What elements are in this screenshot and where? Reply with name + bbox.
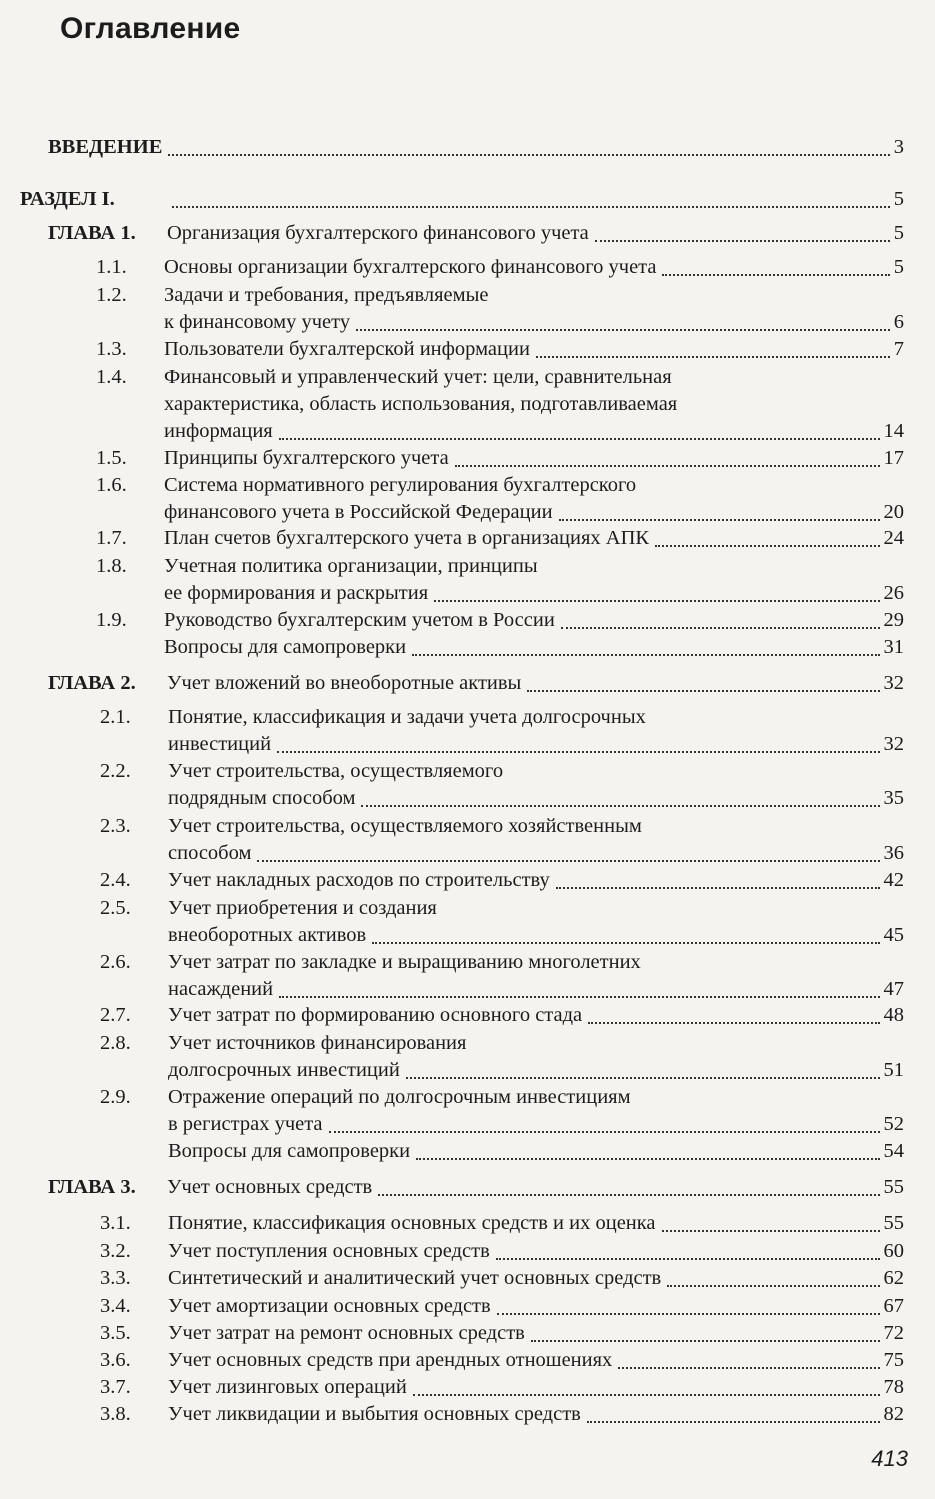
toc-entry-number: 3.2. [100, 1240, 131, 1262]
dot-leader [329, 1131, 880, 1133]
toc-entry-title: Учет затрат по закладке и выращиванию многолетних насаждений [168, 951, 641, 1000]
toc-entry-title: Руководство бухгалтерским учетом в России [164, 609, 555, 631]
toc-entry-title: Отражение операций по долгосрочным инвестициям в регистрах учета [168, 1086, 631, 1135]
toc-entry-page: 45 [883, 924, 904, 946]
toc-entry-number: ГЛАВА 3. [48, 1176, 136, 1198]
toc-entry-number: РАЗДЕЛ I. [20, 188, 115, 210]
toc-entry-page: 75 [883, 1349, 904, 1371]
dot-leader [496, 1258, 880, 1260]
toc-entry-page: 29 [883, 609, 904, 631]
toc-entry-title: Учет затрат на ремонт основных средств [168, 1322, 525, 1344]
toc-entry-number: 1.7. [96, 527, 127, 549]
toc-entry-title: План счетов бухгалтерского учета в организациях АПК [164, 527, 650, 549]
toc-entry-page: 55 [883, 1212, 904, 1234]
dot-leader [662, 274, 889, 276]
toc-entry-page: 52 [883, 1113, 904, 1135]
toc-entry-page: 17 [883, 447, 904, 469]
toc-entry-title: Принципы бухгалтерского учета [164, 447, 449, 469]
toc-entry-title: Учет лизинговых операций [168, 1376, 407, 1398]
page-title: Оглавление [60, 12, 241, 45]
toc-entry-page: 36 [883, 842, 904, 864]
toc-entry-number: 2.7. [100, 1004, 131, 1026]
dot-leader [413, 1394, 880, 1396]
toc-entry-title: ВВЕДЕНИЕ [48, 136, 163, 158]
dot-leader [497, 1313, 880, 1315]
toc-entry-page: 35 [883, 787, 904, 809]
toc-entry-title: Система нормативного регулирования бухгалтерского финансового учета в Российской Федерации [164, 474, 637, 523]
toc-entry-number: 3.7. [100, 1376, 131, 1398]
toc-entry-title: Организация бухгалтерского финансового учета [167, 222, 589, 244]
toc-entry-number: 2.9. [100, 1086, 131, 1108]
toc-entry-page: 14 [883, 420, 904, 442]
dot-leader [378, 1194, 879, 1196]
toc-entry-page: 82 [883, 1403, 904, 1425]
toc-entry-title: Пользователи бухгалтерской информации [164, 338, 530, 360]
dot-leader [662, 1230, 880, 1232]
toc-entry-page: 32 [883, 733, 904, 755]
dot-leader [595, 240, 890, 242]
page-number: 413 [871, 1446, 908, 1471]
toc-entry-page: 55 [883, 1176, 904, 1198]
dot-leader [372, 942, 879, 944]
toc-entry-title: Учет вложений во внеоборотные активы [167, 672, 522, 694]
toc-entry-number: 3.4. [100, 1295, 131, 1317]
dot-leader [279, 996, 879, 998]
toc-entry-title: Учет ликвидации и выбытия основных средств [168, 1403, 581, 1425]
toc-entry-page: 5 [893, 256, 904, 278]
toc-entry-number: ГЛАВА 2. [48, 672, 136, 694]
toc-entry-title: Учет строительства, осуществляемого хозяйственным способом [168, 815, 642, 864]
toc-entry-page: 26 [883, 582, 904, 604]
toc-entry-page: 67 [883, 1295, 904, 1317]
toc-entry-page: 47 [883, 978, 904, 1000]
toc-entry-title: Основы организации бухгалтерского финансового учета [164, 256, 657, 278]
dot-leader [536, 356, 890, 358]
dot-leader [527, 690, 879, 692]
toc-entry-number: 3.8. [100, 1403, 131, 1425]
toc-entry-number: 2.6. [100, 951, 131, 973]
toc-entry-title: Финансовый и управленческий учет: цели, сравнительная характеристика, область использования, подготавливаемая информация [164, 366, 678, 442]
dot-leader [588, 1022, 879, 1024]
toc-entry-page: 7 [893, 338, 904, 360]
toc-entry-number: 1.3. [96, 338, 127, 360]
toc-entry-number: 1.8. [96, 555, 127, 577]
toc-entry-number: 1.2. [96, 284, 127, 306]
toc-entry-title: Учет строительства, осуществляемого подрядным способом [168, 760, 504, 809]
dot-leader [455, 465, 880, 467]
toc-entry-title: Понятие, классификация и задачи учета долгосрочных инвестиций [168, 706, 646, 755]
toc-entry-page: 24 [883, 527, 904, 549]
toc-entry-number: 1.1. [96, 256, 127, 278]
toc-entry-number: 2.4. [100, 869, 131, 891]
dot-leader [618, 1367, 879, 1369]
toc-entry-page: 20 [883, 501, 904, 523]
toc-entry-page: 54 [883, 1140, 904, 1162]
toc-entry-title: Учет поступления основных средств [168, 1240, 490, 1262]
toc-entry-title: Учет накладных расходов по строительству [168, 869, 550, 891]
toc-entry-title: Учет приобретения и создания внеоборотных активов [168, 897, 437, 946]
dot-leader [356, 329, 890, 331]
dot-leader [172, 206, 890, 208]
toc-entry-number: 1.6. [96, 474, 127, 496]
dot-leader [406, 1077, 880, 1079]
toc-entry-number: 1.9. [96, 609, 127, 631]
toc-entry-page: 5 [893, 188, 904, 210]
toc-entry-page: 32 [883, 672, 904, 694]
toc-entry-title: Понятие, классификация основных средств и их оценка [168, 1212, 656, 1234]
toc-entry-page: 31 [883, 636, 904, 658]
dot-leader [279, 438, 880, 440]
toc-entry-page: 72 [883, 1322, 904, 1344]
toc-entry-number: 3.6. [100, 1349, 131, 1371]
toc-entry-page: 6 [893, 311, 904, 333]
dot-leader [257, 860, 879, 862]
toc-entry-page: 51 [883, 1059, 904, 1081]
toc-entry-title: Учет источников финансирования долгосрочных инвестиций [168, 1032, 467, 1081]
toc-entry-page: 42 [883, 869, 904, 891]
toc-entry-title: Синтетический и аналитический учет основных средств [168, 1267, 662, 1289]
toc-entry-number: 2.2. [100, 760, 131, 782]
toc-entry-number: 2.8. [100, 1032, 131, 1054]
toc-entry-number: 3.1. [100, 1212, 131, 1234]
dot-leader [412, 654, 879, 656]
dot-leader [168, 154, 889, 156]
dot-leader [416, 1158, 879, 1160]
toc-entry-number: 2.1. [100, 706, 131, 728]
toc-entry-page: 62 [883, 1267, 904, 1289]
toc-entry-page: 5 [893, 222, 904, 244]
toc-entry-title: Учет основных средств при арендных отношениях [168, 1349, 613, 1371]
toc-entry-number: 3.3. [100, 1267, 131, 1289]
toc-entry-page: 48 [883, 1004, 904, 1026]
dot-leader [277, 751, 879, 753]
dot-leader [561, 627, 880, 629]
toc-entry-number: 1.5. [96, 447, 127, 469]
toc-entry-title: Учетная политика организации, принципы ее формирования и раскрытия [164, 555, 538, 604]
dot-leader [434, 600, 879, 602]
toc-entry-title: Задачи и требования, предъявляемые к финансовому учету [164, 284, 489, 333]
toc-entry-title: Вопросы для самопроверки [164, 636, 407, 658]
dot-leader [361, 805, 879, 807]
dot-leader [667, 1285, 879, 1287]
dot-leader [655, 545, 879, 547]
toc-entry-number: ГЛАВА 1. [48, 222, 136, 244]
dot-leader [559, 519, 880, 521]
toc-entry-page: 3 [893, 136, 904, 158]
toc-entry-title: Учет основных средств [167, 1176, 373, 1198]
dot-leader [556, 887, 880, 889]
dot-leader [587, 1421, 880, 1423]
dot-leader [531, 1340, 880, 1342]
toc-entry-title: Учет амортизации основных средств [168, 1295, 491, 1317]
toc-entry-title: Учет затрат по формированию основного стада [168, 1004, 583, 1026]
toc-entry-page: 78 [883, 1376, 904, 1398]
toc-entry-title: Вопросы для самопроверки [168, 1140, 411, 1162]
toc-entry-number: 2.3. [100, 815, 131, 837]
toc-entry-number: 3.5. [100, 1322, 131, 1344]
toc-entry-number: 1.4. [96, 366, 127, 388]
toc-entry-page: 60 [883, 1240, 904, 1262]
toc-entry-number: 2.5. [100, 897, 131, 919]
